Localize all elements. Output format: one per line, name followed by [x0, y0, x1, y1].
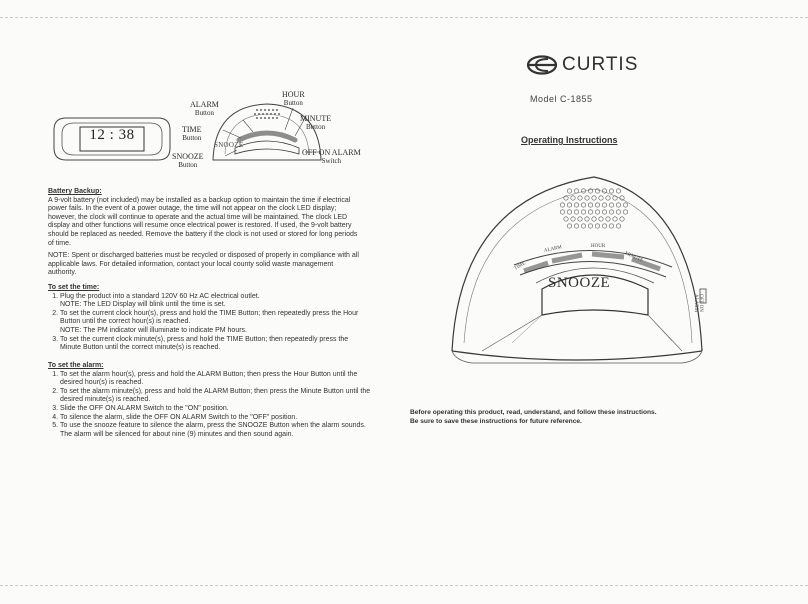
- list-item: 3. Slide the OFF ON ALARM Switch to the "ON" position.: [60, 405, 374, 414]
- speaker-hole: [560, 203, 564, 207]
- right-panel: [404, 0, 808, 604]
- speaker-hole: [588, 203, 592, 207]
- battery-section: [48, 188, 360, 248]
- speaker-hole: [574, 189, 578, 193]
- speaker-hole: [616, 224, 620, 228]
- callout-snooze: SNOOZE Button: [172, 152, 204, 169]
- clock-large-diagram: [442, 165, 712, 375]
- speaker-hole: [599, 196, 603, 200]
- recycle-note: NOTE: Spent or discharged batteries must be recycled or disposed of properly in compliance with all applicable laws. For detailed information, contact your local county solid waste management authority.: [48, 252, 359, 277]
- speaker-hole: [564, 217, 568, 221]
- speaker-hole: [581, 210, 585, 214]
- speaker-hole: [613, 217, 617, 221]
- speaker-hole: [609, 224, 613, 228]
- speaker-hole: [592, 217, 596, 221]
- set-time-title: To set the time:: [48, 284, 100, 291]
- speaker-hole: [616, 203, 620, 207]
- speaker-hole: [623, 210, 627, 214]
- speaker-hole: [616, 210, 620, 214]
- speaker-hole: [574, 224, 578, 228]
- speaker-hole: [623, 203, 627, 207]
- set-alarm-section: [48, 362, 374, 439]
- large-snooze-label: SNOOZE: [548, 275, 611, 291]
- speaker-hole: [613, 196, 617, 200]
- speaker-hole: [567, 224, 571, 228]
- speaker-hole: [578, 217, 582, 221]
- speaker-hole: [602, 203, 606, 207]
- callout-alarm: ALARM Button: [190, 100, 219, 117]
- speaker-hole: [571, 217, 575, 221]
- speaker-hole: [585, 196, 589, 200]
- battery-title: Battery Backup:: [48, 188, 102, 195]
- speaker-hole: [606, 196, 610, 200]
- speaker-hole: [574, 203, 578, 207]
- list-item: 1. To set the alarm hour(s), press and hold the ALARM Button; then press the Hour Button until the desired hour(s) is reached.: [60, 371, 374, 388]
- brand-name: CURTIS: [562, 54, 639, 75]
- speaker-hole: [609, 210, 613, 214]
- doc-title: Operating Instructions: [521, 135, 618, 145]
- speaker-hole: [595, 189, 599, 193]
- large-hour-label: HOUR: [591, 244, 606, 249]
- footer-instructions: Before operating this product, read, understand, and follow these instructions. Be sure to save these instructions for future reference.: [410, 409, 657, 425]
- set-alarm-title: To set the alarm:: [48, 362, 104, 369]
- label-snooze-small: SNOOZE: [214, 141, 244, 149]
- speaker-hole: [588, 224, 592, 228]
- speaker-hole: [567, 189, 571, 193]
- speaker-hole: [571, 196, 575, 200]
- speaker-hole: [578, 196, 582, 200]
- large-time-label: TIME: [513, 261, 527, 272]
- speaker-hole: [567, 203, 571, 207]
- battery-body: A 9-volt battery (not included) may be installed as a backup option to maintain the time if electrical power fails. In the event of a power outage, the time will not appear on the clock LED display; however, the clock will continue to operate and the actual time will be maintained. The clock LED display and other functions will resume once electrical power is restored. If used, the 9-volt battery should be replaced as needed. Remove the battery if the clock is not used or stored for long periods of time.: [48, 196, 358, 247]
- speaker-hole: [595, 210, 599, 214]
- speaker-hole: [574, 210, 578, 214]
- side-switch-label: OFF ON ALARM: [693, 293, 703, 313]
- speaker-hole: [602, 210, 606, 214]
- speaker-hole: [588, 210, 592, 214]
- speaker-hole: [599, 217, 603, 221]
- list-item: 1. Plug the product into a standard 120V 60 Hz AC electrical outlet. NOTE: The LED Display will blink until the time is set.: [60, 293, 368, 310]
- speaker-hole: [595, 203, 599, 207]
- speaker-hole: [602, 224, 606, 228]
- callout-alarm-switch: OFF ON ALARM Switch: [302, 148, 361, 165]
- large-alarm-label: ALARM: [543, 245, 563, 254]
- speaker-hole: [581, 203, 585, 207]
- speaker-hole: [560, 210, 564, 214]
- speaker-hole: [585, 217, 589, 221]
- list-item: 2. To set the alarm minute(s), press and hold the ALARM Button; then press the Minute Button until the desired minute(s) is reached.: [60, 388, 374, 405]
- display-time: 12 : 38: [89, 127, 135, 143]
- large-minute-label: MINUTE: [623, 251, 644, 264]
- callout-hour: HOUR Button: [282, 90, 305, 107]
- list-item: 5. To use the snooze feature to silence the alarm, press the SNOOZE Button when the alarm sounds. The alarm will be silenced for about nine (9) minutes and then sound again.: [60, 422, 374, 439]
- curtis-logo-icon: [526, 54, 560, 76]
- callout-minute: MINUTE Button: [300, 114, 332, 131]
- set-time-section: [48, 284, 368, 353]
- speaker-hole: [567, 210, 571, 214]
- speaker-hole: [609, 203, 613, 207]
- speaker-hole: [581, 224, 585, 228]
- speaker-hole: [616, 189, 620, 193]
- model-number: Model C-1855: [530, 94, 593, 104]
- speaker-hole: [602, 189, 606, 193]
- list-item: 3. To set the current clock minute(s), press and hold the TIME Button; then repeatedly press the Minute Button until the correct minute(s) is reached.: [60, 336, 368, 353]
- list-item: 2. To set the current clock hour(s), press and hold the TIME Button; then repeatedly press the Hour Button until the correct hour(s) is reached. NOTE: The PM indicator will illuminate to indicate PM hours.: [60, 310, 368, 336]
- list-item: 4. To silence the alarm, slide the OFF ON ALARM Switch to the "OFF" position.: [60, 414, 374, 423]
- speaker-hole: [620, 217, 624, 221]
- speaker-hole: [606, 217, 610, 221]
- speaker-hole: [609, 189, 613, 193]
- speaker-hole: [592, 196, 596, 200]
- callout-time: TIME Button: [182, 125, 202, 142]
- speaker-hole: [595, 224, 599, 228]
